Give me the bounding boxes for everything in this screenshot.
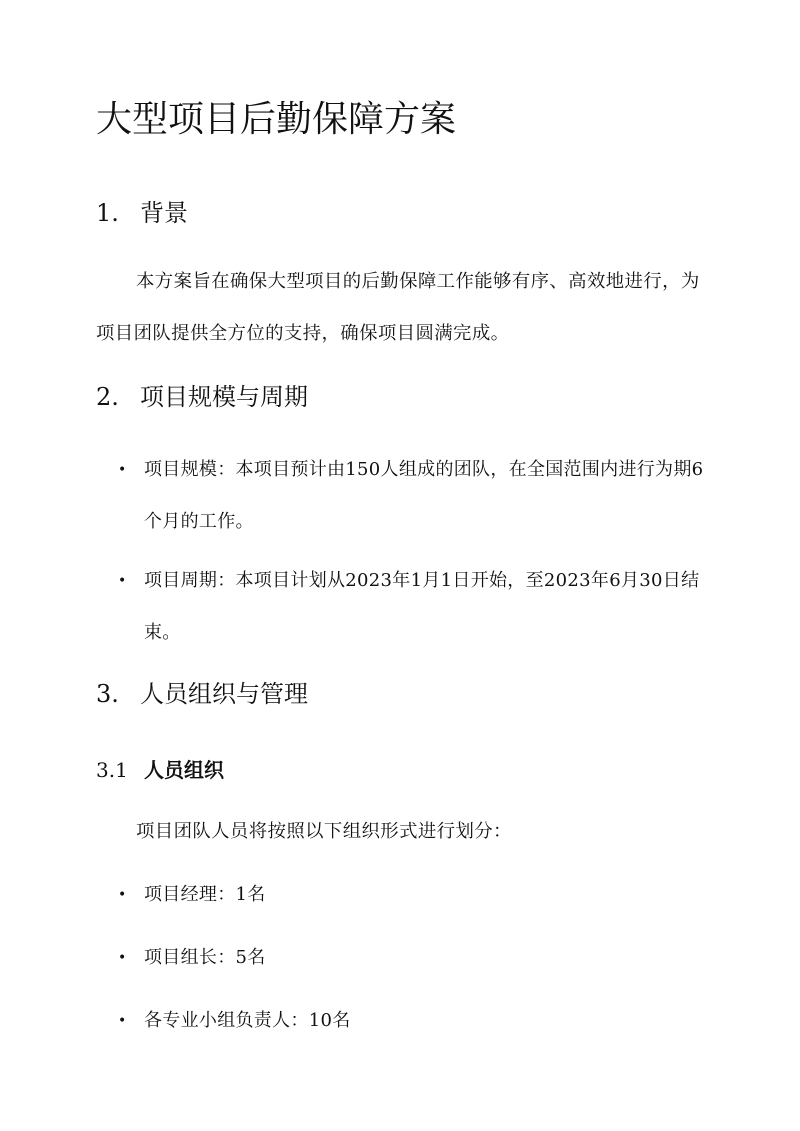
section-3-heading — [96, 677, 308, 711]
subsection-3-1-heading — [96, 755, 224, 785]
section-title: 项目规模与周期 — [140, 383, 308, 411]
section-1-heading — [96, 196, 188, 230]
section-title: 人员组织与管理 — [140, 680, 308, 708]
list-item-text: 项目规模：本项目预计由150人组成的团队，在全国范围内进行为期6个月的工作。 — [144, 459, 704, 532]
bullet-icon: • — [118, 1013, 127, 1029]
bullet-icon: • — [118, 573, 127, 589]
list-item — [118, 444, 708, 548]
organization-paragraph: 项目团队人员将按照以下组织形式进行划分： — [136, 821, 512, 842]
list-item-text: 项目周期：本项目计划从2023年1月1日开始，至2023年6月30日结束。 — [144, 570, 700, 643]
bullet-icon: • — [118, 950, 127, 966]
section-number: 2. — [96, 383, 119, 411]
document-title: 大型项目后勤保障方案 — [96, 99, 457, 140]
section-2-heading — [96, 380, 308, 414]
section-title: 背景 — [140, 199, 188, 227]
subsection-title: 人员组织 — [144, 758, 224, 782]
bullet-icon: • — [118, 462, 127, 478]
list-item-text: 各专业小组负责人：10名 — [144, 1010, 351, 1031]
list-item — [118, 555, 708, 659]
list-item — [118, 932, 708, 984]
list-item-text: 项目经理：1名 — [144, 884, 266, 905]
list-item — [118, 869, 708, 921]
section-number: 1. — [96, 199, 119, 227]
background-paragraph: 本方案旨在确保大型项目的后勤保障工作能够有序、高效地进行，为项目团队提供全方位的支持，确保项目圆满完成。 — [96, 271, 700, 344]
list-item — [118, 995, 708, 1047]
bullet-icon: • — [118, 887, 127, 903]
subsection-number: 3.1 — [96, 758, 128, 782]
section-number: 3. — [96, 680, 119, 708]
list-item-text: 项目组长：5名 — [144, 947, 266, 968]
